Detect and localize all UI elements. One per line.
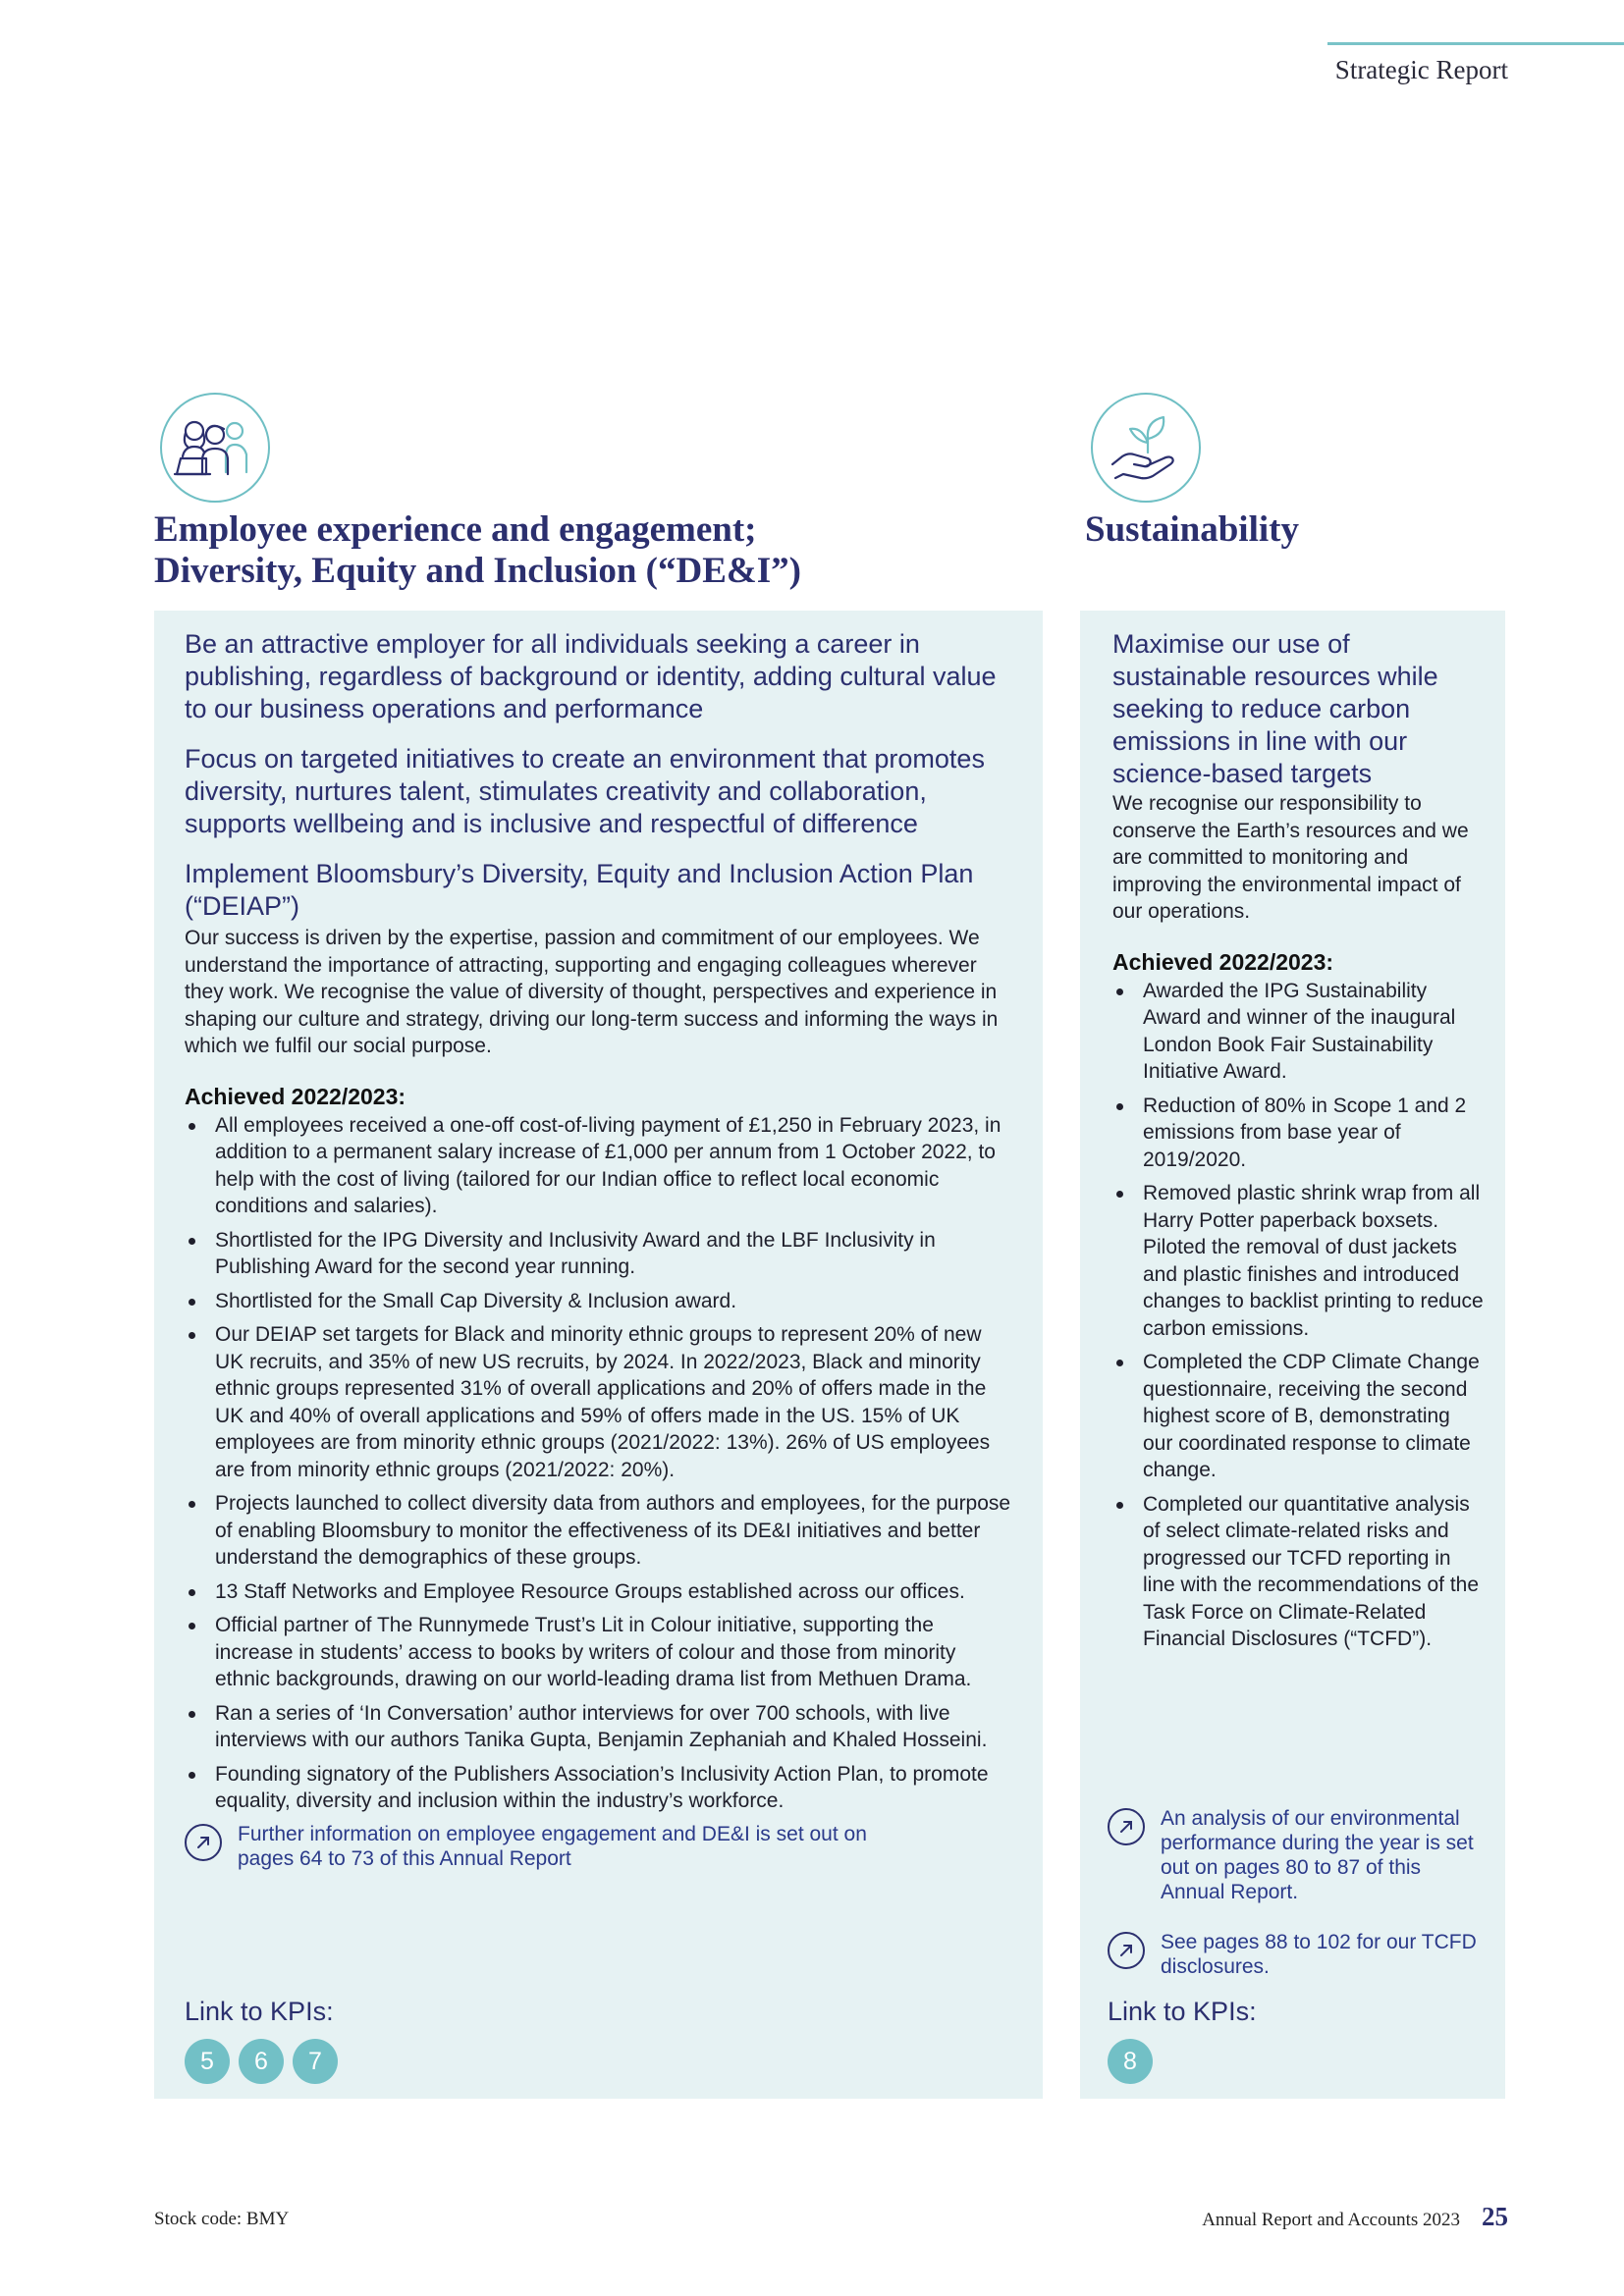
list-item: Shortlisted for the IPG Diversity and Inclusivity Award and the LBF Inclusivity in Publishing Award for the second year running. bbox=[185, 1227, 1013, 1281]
plant-in-hand-icon bbox=[1091, 393, 1201, 503]
right-reference-link-2[interactable] bbox=[1108, 1930, 1486, 1979]
right-achieved-title: Achieved 2022/2023: bbox=[1112, 948, 1334, 975]
right-reference-text-1: An analysis of our environmental performance during the year is set out on pages 80 to 87 of this Annual Report. bbox=[1161, 1807, 1474, 1903]
list-item: Founding signatory of the Publishers Association’s Inclusivity Action Plan, to promote equality, diversity and inclusion within the industry’s workforce. bbox=[185, 1761, 1013, 1815]
header-rule bbox=[1327, 42, 1624, 45]
arrow-up-right-icon bbox=[1108, 1932, 1145, 1969]
right-reference-text-2: See pages 88 to 102 for our TCFD disclosures. bbox=[1161, 1931, 1477, 1978]
list-item: Official partner of The Runnymede Trust’s Lit in Colour initiative, supporting the increase in students’ access to books by writers of colour and those from minority ethnic backgrounds, drawing on our world-leading drama list from Methuen Drama. bbox=[185, 1612, 1013, 1693]
list-item: Our DEIAP set targets for Black and minority ethnic groups to represent 20% of new UK recruits, and 35% of new US recruits, by 2024. In 2022/2023, Black and minority ethnic groups represented 31% of overall applications and 20% of offers made in the UK and 40% of overall applications and 59% of offers made in the US. 15% of UK employees are from minority ethnic groups (2021/2022: 13%). 26% of US employees are from minority ethnic groups (2021/2022: 20%). bbox=[185, 1321, 1013, 1483]
stock-code: Stock code: BMY bbox=[154, 2209, 290, 2229]
list-item: Completed the CDP Climate Change questionnaire, receiving the second highest score of B, demonstrating our coordinated response to climate change. bbox=[1112, 1349, 1486, 1484]
kpi-badge[interactable]: 5 bbox=[185, 2039, 230, 2084]
left-kpi-badges bbox=[185, 2039, 347, 2084]
right-panel bbox=[1080, 611, 1505, 2099]
kpi-badge[interactable]: 6 bbox=[239, 2039, 284, 2084]
right-achievements-list bbox=[1112, 978, 1486, 1653]
list-item: Shortlisted for the Small Cap Diversity & Inclusion award. bbox=[185, 1288, 1013, 1315]
left-panel bbox=[154, 611, 1043, 2099]
right-lead: Maximise our use of sustainable resources while seeking to reduce carbon emissions in line with our science-based targets bbox=[1112, 629, 1438, 788]
right-references bbox=[1108, 1796, 1486, 1979]
list-item: Completed our quantitative analysis of select climate-related risks and progressed our TCFD reporting in line with the recommendations of the Task Force on Climate-Related Financial Disclosures (“TCFD”). bbox=[1112, 1491, 1486, 1653]
right-kpi-badges bbox=[1108, 2039, 1257, 2084]
left-heading-line1: Employee experience and engagement; bbox=[154, 509, 757, 550]
right-kpi-label: Link to KPIs: bbox=[1108, 1997, 1257, 2026]
list-item: Reduction of 80% in Scope 1 and 2 emissions from base year of 2019/2020. bbox=[1112, 1093, 1486, 1174]
left-kpi-label: Link to KPIs: bbox=[185, 1997, 334, 2026]
kpi-badge[interactable]: 8 bbox=[1108, 2039, 1153, 2084]
left-heading bbox=[154, 509, 801, 592]
right-heading: Sustainability bbox=[1085, 509, 1299, 550]
arrow-up-right-icon bbox=[185, 1824, 222, 1861]
page-number: 25 bbox=[1482, 2202, 1508, 2231]
left-reference-link[interactable] bbox=[185, 1822, 1013, 1871]
section-label: Strategic Report bbox=[1334, 55, 1508, 84]
left-reference-text: Further information on employee engagement and DE&I is set out on pages 64 to 73 of this Annual Report bbox=[238, 1822, 867, 1870]
list-item: 13 Staff Networks and Employee Resource Groups established across our offices. bbox=[185, 1578, 1013, 1606]
left-lead-3: Implement Bloomsbury’s Diversity, Equity and Inclusion Action Plan (“DEIAP”) bbox=[185, 859, 974, 921]
arrow-up-right-icon bbox=[1108, 1808, 1145, 1845]
report-title: Annual Report and Accounts 2023 bbox=[1202, 2210, 1460, 2230]
left-achievements-list bbox=[185, 1112, 1013, 1815]
footer-right bbox=[1202, 2202, 1508, 2232]
left-intro: Our success is driven by the expertise, passion and commitment of our employees. We understand the importance of attracting, supporting and engaging colleagues wherever they work. We recognise the value of diversity of thought, perspectives and experience in shaping our culture and strategy, driving our long-term success and informing the ways in which we fulfil our social purpose. bbox=[185, 927, 999, 1057]
left-lead-2: Focus on targeted initiatives to create an environment that promotes diversity, nurtures talent, stimulates creativity and collaboration, supports wellbeing and is inclusive and respectful of difference bbox=[185, 744, 985, 838]
left-heading-line2: Diversity, Equity and Inclusion (“DE&I”) bbox=[154, 551, 801, 591]
left-kpi-block bbox=[185, 1997, 347, 2084]
list-item: Awarded the IPG Sustainability Award and winner of the inaugural London Book Fair Sustainability Initiative Award. bbox=[1112, 978, 1486, 1086]
team-people-icon bbox=[160, 393, 270, 503]
list-item: Removed plastic shrink wrap from all Harry Potter paperback boxsets. Piloted the removal of dust jackets and plastic finishes and introduced changes to backlist printing to reduce carbon emissions. bbox=[1112, 1180, 1486, 1342]
list-item: All employees received a one-off cost-of-living payment of £1,250 in February 2023, in addition to a permanent salary increase of £1,000 per annum from 1 October 2022, to help with the cost of living (tailored for our Indian office to reflect local economic conditions and salaries). bbox=[185, 1112, 1013, 1220]
list-item: Projects launched to collect diversity data from authors and employees, for the purpose of enabling Bloomsbury to monitor the effectiveness of its DE&I initiatives and better understand the demographics of these groups. bbox=[185, 1490, 1013, 1572]
right-intro: We recognise our responsibility to conserve the Earth’s resources and we are committed to monitoring and improving the environmental impact of our operations. bbox=[1112, 792, 1469, 923]
kpi-badge[interactable]: 7 bbox=[293, 2039, 338, 2084]
right-kpi-block bbox=[1108, 1997, 1257, 2084]
list-item: Ran a series of ‘In Conversation’ author interviews for over 700 schools, with live interviews with our authors Tanika Gupta, Benjamin Zephaniah and Khaled Hosseini. bbox=[185, 1700, 1013, 1754]
left-achieved-title: Achieved 2022/2023: bbox=[185, 1083, 406, 1109]
right-reference-link-1[interactable] bbox=[1108, 1806, 1486, 1904]
left-lead-1: Be an attractive employer for all individuals seeking a career in publishing, regardless of background or identity, adding cultural value to our business operations and performance bbox=[185, 629, 997, 723]
